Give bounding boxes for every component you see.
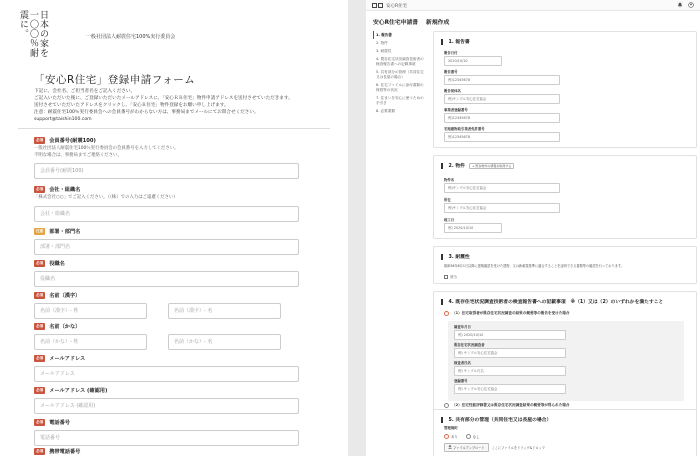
file-upload-button[interactable] <box>444 443 489 452</box>
position-input[interactable]: 役職名 <box>34 271 299 287</box>
inspection-option-2[interactable] <box>444 403 689 408</box>
optional-badge: 任意 <box>36 228 44 233</box>
business-reg-field <box>444 108 560 123</box>
surveyor-input[interactable]: 例) サンプル安心住宅協会 <box>454 348 566 358</box>
surveyor-field <box>454 343 566 358</box>
inspection-option-1[interactable] <box>444 311 689 316</box>
radio-no[interactable] <box>466 434 480 439</box>
nav-item-earthquake[interactable]: 3. 耐震性 <box>376 48 392 53</box>
registration-number-field <box>454 379 566 394</box>
field-label: 名前（かな） <box>49 323 81 330</box>
field-label: 登録番号 <box>454 379 468 383</box>
card-common-area <box>433 409 697 456</box>
section-nav <box>373 31 428 115</box>
report-number-field <box>444 70 560 85</box>
first-name-kana-input[interactable]: 名前（かな）- 名 <box>168 334 281 350</box>
card-heading: 4. 既存住宅状況調査技術者の検査報告書への記載事項 ※（1）又は（2）のいずれかを満たすこと <box>441 298 691 305</box>
upload-button-label: ファイルアップロード <box>453 446 485 450</box>
card-heading <box>441 162 514 169</box>
report-date-input[interactable]: 2020/10/10 <box>444 56 502 66</box>
required-badge: 必須 <box>36 387 44 392</box>
intro-line: 下記に、会社名、ご担当者名をご記入ください。 <box>34 89 136 94</box>
business-reg-input[interactable]: 例)12345678 <box>444 113 560 123</box>
first-name-kanji-input[interactable]: 名前（漢字）- 名 <box>168 303 281 319</box>
nav-item-property[interactable]: 2. 物件 <box>376 40 388 45</box>
required-badge: 必須 <box>36 355 44 360</box>
intro-text <box>34 88 324 123</box>
field-label: 竣工日 <box>444 218 455 222</box>
radio-label: なし <box>472 435 480 439</box>
location-field <box>444 198 560 213</box>
inspector-name-input[interactable]: 例) サンプル氏名 <box>454 366 566 376</box>
logo <box>18 10 74 58</box>
card-heading: 1. 報告書 <box>441 38 470 45</box>
card-property <box>433 155 697 239</box>
brand-mark <box>372 3 377 8</box>
field-label: 役職名 <box>49 260 65 267</box>
field-label: 報告団体名 <box>444 89 461 93</box>
earthquake-checkbox[interactable] <box>444 274 457 279</box>
nav-item-inspection[interactable]: 4. 既存住宅状況調査技術者の検査報告書への記載事項 <box>376 56 424 66</box>
field-mobile <box>34 447 330 455</box>
brand-name: 安心R住宅 <box>386 3 408 9</box>
field-label: メールアドレス (確認用) <box>49 387 108 394</box>
brand-logo[interactable] <box>372 2 407 9</box>
intro-line: 注意：耐震住宅100％実行委員会への会員番号がわからない方は、事務局までメールにてお問合せください。 <box>34 110 259 115</box>
checkbox-label: 該当 <box>450 275 457 279</box>
field-label: 調査年月日 <box>454 325 471 329</box>
nav-item-documents[interactable]: 6. 住宅ファイルに添付書類の保管等の状況 <box>376 82 424 92</box>
nav-item-report[interactable]: 1. 報告書 <box>373 31 428 39</box>
card-inspection <box>433 291 697 411</box>
field-company <box>34 185 330 222</box>
field-email <box>34 354 330 382</box>
phone-input[interactable]: 電話番号 <box>34 430 299 446</box>
last-name-kana-input[interactable]: 名前（かな）- 姓 <box>34 334 147 350</box>
completion-date-field <box>444 218 502 233</box>
registration-number-input[interactable]: 例) サンプル安心住宅協会 <box>454 384 566 394</box>
earthquake-note: 昭和56年6月1日以降に建築確認を受けた建物、又は新耐震基準に適合することを証明できる書類等の確認を行っております。 <box>444 264 624 268</box>
page-title <box>373 17 449 26</box>
report-org-field <box>444 89 560 104</box>
completion-date-input[interactable]: 例) 2020/10/10 <box>444 223 502 233</box>
radio-unselected-icon <box>444 403 449 408</box>
field-label: 部署・部門名 <box>49 228 81 235</box>
field-label: 検査者氏名 <box>454 361 471 365</box>
field-member-number <box>34 136 330 179</box>
card-heading: 5. 共有部分の管理（共同住宅又は長屋の場合） <box>441 416 551 423</box>
department-input[interactable]: 部署・部門名 <box>34 239 299 255</box>
field-label: 物件名 <box>444 178 455 182</box>
checkbox-icon <box>444 275 448 279</box>
report-number-input[interactable]: 例)12345678 <box>444 75 560 85</box>
field-label: 宅地建物取引業者免許番号 <box>444 127 485 131</box>
page-title-main: 安心R住宅申請書 <box>373 20 419 26</box>
field-label: 報告日付 <box>444 51 458 55</box>
nav-item-guide[interactable]: 7. 住まいを安心に使うための手引き <box>376 95 424 105</box>
upload-icon <box>448 445 452 449</box>
field-label: 事業者登録番号 <box>444 108 468 112</box>
card-heading-text: 2. 物件 <box>448 164 465 169</box>
property-name-input[interactable]: 例)サンプル安心住宅協会 <box>444 183 560 193</box>
radio-unselected-icon <box>466 434 471 439</box>
field-label: 名前（漢字） <box>49 292 81 299</box>
bell-icon[interactable] <box>677 2 683 8</box>
field-position <box>34 259 330 287</box>
logo-text: 日本の家を一〇〇％耐震に。 <box>18 10 48 58</box>
field-label: メールアドレス <box>49 355 86 362</box>
card-heading: 3. 耐震性 <box>441 253 470 260</box>
required-badge: 必須 <box>36 137 44 142</box>
field-help: 一般社団法人耐震住宅100％実行委員会の会員番号を入力してください。 不明な場合は、事務局までご連絡ください。 <box>34 146 179 158</box>
brand-mark <box>378 3 383 8</box>
required-badge: 必須 <box>36 419 44 424</box>
report-org-input[interactable]: 例)サンプル安心住宅協会 <box>444 94 560 104</box>
location-input[interactable]: 例)サンプル安心住宅協会 <box>444 203 560 213</box>
fetch-property-button[interactable]: + 既存物件の情報を取得する <box>469 163 514 169</box>
field-email-confirm <box>34 386 330 414</box>
field-label: 会員番号(耐震100) <box>49 137 96 144</box>
management-rules-radios <box>444 434 480 439</box>
field-label: 電話番号 <box>49 419 70 426</box>
inspection-detail-box <box>448 321 684 401</box>
upload-hint: ここにファイルをドラッグ&ドロップ <box>491 446 545 450</box>
intro-line: 送付させていただいたアドレスをクリックし、「安心Ｒ住宅」物件登録をお願い申し上げます。 <box>34 103 229 108</box>
radio-label: あり <box>451 435 458 439</box>
admin-app <box>366 0 700 456</box>
property-name-field <box>444 178 560 193</box>
report-date-field <box>444 51 502 66</box>
field-name-kanji <box>34 291 330 319</box>
card-report <box>433 31 697 148</box>
file-upload <box>444 443 545 452</box>
field-label: 会社・組織名 <box>49 186 81 193</box>
support-email: support@taishin100.com <box>34 117 92 122</box>
card-earthquake <box>433 246 697 284</box>
required-badge: 必須 <box>36 260 44 265</box>
nav-item-required[interactable]: 8. 必要書類 <box>376 108 395 113</box>
registration-form-page <box>0 0 348 456</box>
license-number-field <box>444 127 560 142</box>
nav-item-common-area[interactable]: 5. 共有部分の管理（共同住宅又は長屋の場合） <box>376 69 424 79</box>
field-label: 報告番号 <box>444 70 458 74</box>
member-number-input[interactable]: 会員番号(耐震100) <box>34 163 299 179</box>
field-label: 所在 <box>444 198 451 202</box>
field-label: 既存住宅状況調査者 <box>454 343 485 347</box>
required-badge: 必須 <box>36 448 44 453</box>
field-label: 管理規約 <box>444 426 458 430</box>
radio-selected-icon <box>444 434 449 439</box>
management-rules-label <box>444 426 458 430</box>
survey-date-input[interactable]: 例) 2020/10/10 <box>454 330 566 340</box>
field-name-kana <box>34 322 330 350</box>
field-help: 「株式会社○○」でご記入ください。（（株）での入力はご遠慮ください） <box>34 195 178 200</box>
field-phone <box>34 418 330 446</box>
survey-date-field <box>454 325 566 340</box>
license-number-input[interactable]: 例)12345678 <box>444 132 560 142</box>
last-name-kanji-input[interactable]: 名前（漢字）- 姓 <box>34 303 147 319</box>
radio-yes[interactable] <box>444 434 458 439</box>
field-department <box>34 227 330 255</box>
required-badge: 必須 <box>36 323 44 328</box>
required-badge: 必須 <box>36 292 44 297</box>
form-title: 「安心R住宅」登録申請フォーム <box>34 74 196 86</box>
user-icon[interactable] <box>688 2 694 8</box>
inspector-name-field <box>454 361 566 376</box>
page-title-sub: 新規作成 <box>426 20 450 26</box>
field-label: 携帯電話番号 <box>49 448 81 455</box>
top-bar <box>366 0 700 11</box>
organization-name: 一般社団法人耐震住宅100%実行委員会 <box>86 34 176 40</box>
option-label: （1）住宅取得者が既存住宅状況調査の結果の概要等の報告を受けた場合 <box>452 311 570 315</box>
intro-line: ご記入いただいた後に、ご登録いただいたメールアドレスに、「安心ＲＲ住宅」物件申請アドレスを送付させていただきます。 <box>34 96 293 101</box>
divider <box>18 128 330 129</box>
email-confirm-input[interactable]: メールアドレス (確認用) <box>34 398 299 414</box>
required-badge: 必須 <box>36 186 44 191</box>
company-input[interactable]: 会社・組織名 <box>34 206 299 222</box>
radio-selected-icon <box>444 311 449 316</box>
email-input[interactable]: メールアドレス <box>34 366 299 382</box>
option-label: （2）住宅性能評価書又は既存住宅状況調査結果の概要等が得られた場合 <box>452 403 570 407</box>
